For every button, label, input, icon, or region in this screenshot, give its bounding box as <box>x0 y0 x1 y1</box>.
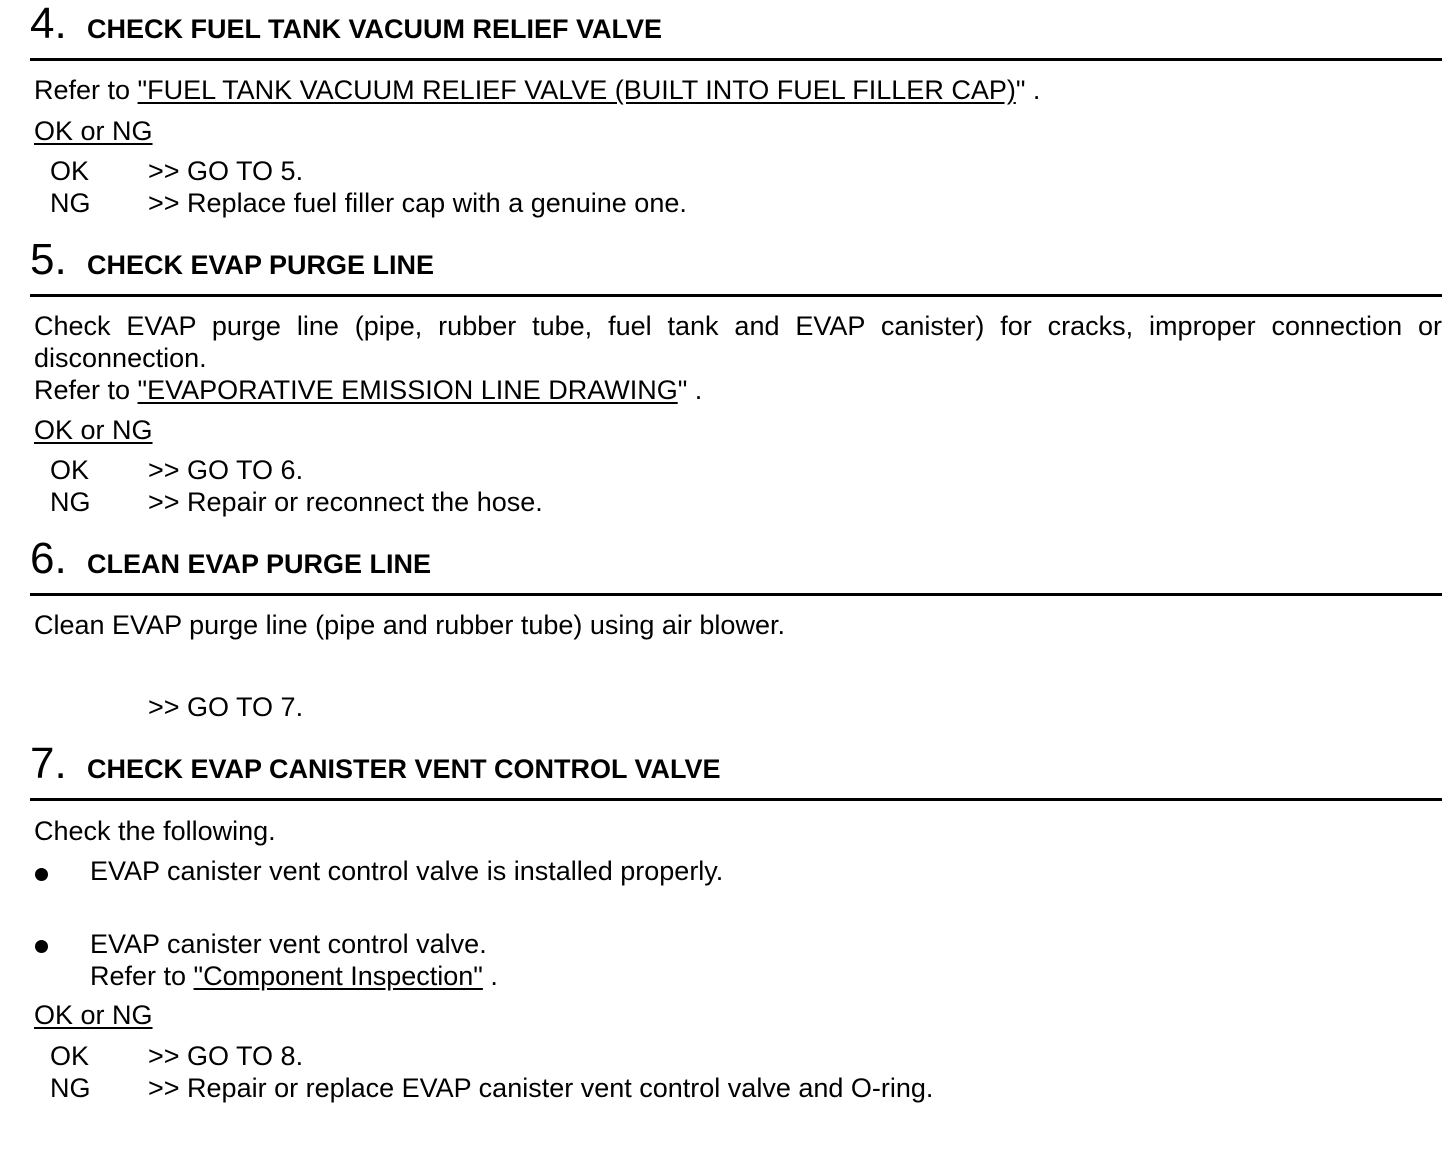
ok-label: OK <box>50 455 90 485</box>
reference-link-component-inspection[interactable]: "Component Inspection" <box>193 961 483 991</box>
refer-line <box>34 74 1040 106</box>
refer-suffix: . <box>482 961 498 991</box>
step-body: Check EVAP purge line (pipe, rubber tube, fuel tank and EVAP canister) for cracks, improper connection or disconnection. <box>34 311 1442 373</box>
refer-line <box>34 374 702 406</box>
step-body: Clean EVAP purge line (pipe and rubber tube) using air blower. <box>34 610 785 640</box>
refer-prefix: Refer to <box>90 961 194 991</box>
reference-link-evap-line-drawing[interactable]: "EVAPORATIVE EMISSION LINE DRAWING <box>137 375 678 405</box>
ng-label: NG <box>50 487 91 517</box>
ok-ng-heading: OK or NG <box>34 1000 153 1030</box>
ng-action: >> Repair or reconnect the hose. <box>148 487 543 517</box>
ok-ng-heading: OK or NG <box>34 116 153 146</box>
refer-suffix: " . <box>1015 75 1041 105</box>
ok-label: OK <box>50 1041 90 1071</box>
bullet-item: EVAP canister vent control valve is installed properly. <box>90 856 724 886</box>
ok-action: >> GO TO 5. <box>148 156 304 186</box>
bullet-icon <box>35 868 48 881</box>
step-title: CHECK EVAP PURGE LINE <box>87 250 435 280</box>
refer-line <box>90 960 498 992</box>
next-action: >> GO TO 7. <box>148 692 304 722</box>
step-title: CHECK EVAP CANISTER VENT CONTROL VALVE <box>87 754 721 784</box>
step-title: CHECK FUEL TANK VACUUM RELIEF VALVE <box>87 14 663 44</box>
step-number: 4. <box>30 0 67 48</box>
ng-label: NG <box>50 188 91 218</box>
bullet-icon <box>35 940 48 953</box>
step-number: 5. <box>30 235 67 284</box>
refer-prefix: Refer to <box>34 75 138 105</box>
ok-action: >> GO TO 6. <box>148 455 304 485</box>
ng-action: >> Replace fuel filler cap with a genuine one. <box>148 188 687 218</box>
ok-ng-heading: OK or NG <box>34 415 153 445</box>
refer-suffix: " . <box>677 375 703 405</box>
bullet-item: EVAP canister vent control valve. <box>90 929 487 959</box>
ng-label: NG <box>50 1073 91 1103</box>
section-divider <box>30 593 1442 596</box>
section-divider <box>30 58 1442 61</box>
ok-action: >> GO TO 8. <box>148 1041 304 1071</box>
section-divider <box>30 798 1442 801</box>
ok-label: OK <box>50 156 90 186</box>
step-number: 7. <box>30 739 67 788</box>
refer-prefix: Refer to <box>34 375 138 405</box>
section-divider <box>30 294 1442 297</box>
step-number: 6. <box>30 534 67 583</box>
step-body: Check the following. <box>34 816 276 846</box>
step-title: CLEAN EVAP PURGE LINE <box>87 549 432 579</box>
reference-link-vacuum-relief-valve[interactable]: "FUEL TANK VACUUM RELIEF VALVE (BUILT INTO FUEL FILLER CAP) <box>137 75 1016 105</box>
ng-action: >> Repair or replace EVAP canister vent control valve and O-ring. <box>148 1073 934 1103</box>
